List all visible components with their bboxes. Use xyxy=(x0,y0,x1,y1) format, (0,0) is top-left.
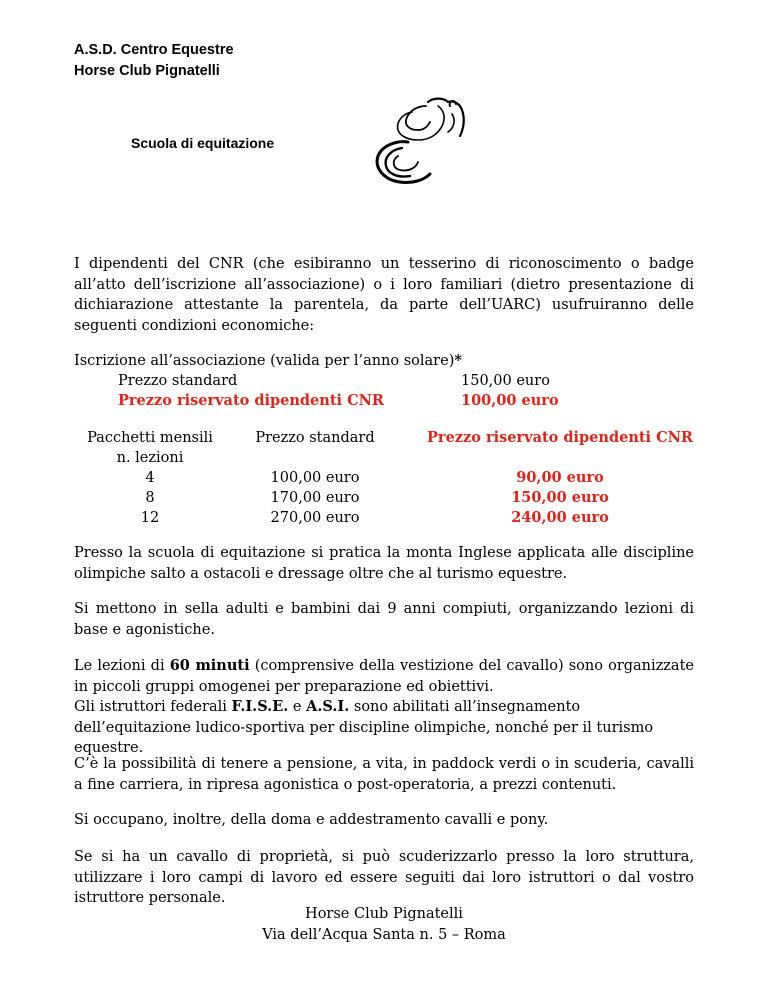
packages-col1-header-line2: n. lezioni xyxy=(116,450,184,466)
paragraph-boarding: C’è la possibilità di tenere a pensione, a vita, in paddock verdi o in scuderia, cavalli a fine carriera, in ripresa agonistica o post-operatoria, a prezzi contenuti. xyxy=(74,756,694,793)
packages-col3-header: Prezzo riservato dipendenti CNR xyxy=(427,429,693,446)
intro-paragraph: I dipendenti del CNR (che esibiranno un tesserino di riconoscimento o badge all’atto dell’iscrizione all’associazione) o i loro familiari (dietro presentazione di dichiarazione attestante la parentela, da parte dell’UARC) usufruiranno delle seguenti condizioni economiche: xyxy=(74,256,694,334)
paragraph-lessons xyxy=(74,656,694,697)
package-row-lessons: 8 xyxy=(145,490,155,506)
school-title: Scuola di equitazione xyxy=(131,135,275,151)
instructors-text-a: Gli istruttori federali xyxy=(74,699,232,715)
package-row-lessons: 4 xyxy=(145,470,155,486)
instructors-text-b: sono abilitati all’insegnamento dell’equitazione ludico-sportiva per discipline olimpiche, nonché per il turismo equestre. xyxy=(74,699,654,756)
club-name: Horse Club Pignatelli xyxy=(74,63,220,79)
lessons-text-a: Le lezioni di xyxy=(74,658,170,674)
registration-label xyxy=(74,351,462,371)
registration-standard-label: Prezzo standard xyxy=(118,373,238,389)
paragraph-training: Si occupano, inoltre, della doma e addestramento cavalli e pony. xyxy=(74,812,549,828)
registration-asterisk: * xyxy=(454,352,462,369)
registration-standard-price: 150,00 euro xyxy=(461,373,550,389)
package-row-lessons: 12 xyxy=(140,510,160,526)
package-row-standard: 170,00 euro xyxy=(270,490,360,506)
lesson-duration: 60 minuti xyxy=(169,657,250,674)
instructors-and: e xyxy=(288,699,307,715)
package-row-cnr: 240,00 euro xyxy=(511,509,609,526)
registration-text: Iscrizione all’associazione (valida per l’anno solare) xyxy=(74,353,455,369)
paragraph-ownership: Se si ha un cavallo di proprietà, si può scuderizzarlo presso la loro struttura, utilizzare i loro campi di lavoro ed essere seguiti dai loro istruttori o dal vostro istruttore personale. xyxy=(74,849,694,906)
paragraph-students: Si mettono in sella adulti e bambini dai 9 anni compiuti, organizzando lezioni di base e agonistiche. xyxy=(74,601,694,638)
lessons-text-b: (comprensive della vestizione del cavallo) sono organizzate in piccoli gruppi omogenei per preparazione ed obiettivi. xyxy=(74,658,694,695)
packages-col2-header: Prezzo standard xyxy=(255,430,375,446)
registration-cnr-label: Prezzo riservato dipendenti CNR xyxy=(118,392,384,409)
asi-label: A.S.I. xyxy=(306,698,350,715)
package-row-cnr: 90,00 euro xyxy=(516,469,604,486)
package-row-standard: 100,00 euro xyxy=(270,470,360,486)
horse-head-logo-icon xyxy=(368,96,470,188)
fise-label: F.I.S.E. xyxy=(231,698,289,715)
paragraph-instructors xyxy=(74,697,694,759)
footer-club-name: Horse Club Pignatelli xyxy=(305,906,463,922)
package-row-cnr: 150,00 euro xyxy=(511,489,609,506)
association-name: A.S.D. Centro Equestre xyxy=(74,42,234,58)
package-row-standard: 270,00 euro xyxy=(270,510,360,526)
registration-cnr-price: 100,00 euro xyxy=(461,392,559,409)
footer-address: Via dell’Acqua Santa n. 5 – Roma xyxy=(262,927,506,943)
paragraph-discipline: Presso la scuola di equitazione si pratica la monta Inglese applicata alle discipline olimpiche salto a ostacoli e dressage oltre che al turismo equestre. xyxy=(74,545,694,582)
packages-col1-header-line1: Pacchetti mensili xyxy=(87,430,213,446)
